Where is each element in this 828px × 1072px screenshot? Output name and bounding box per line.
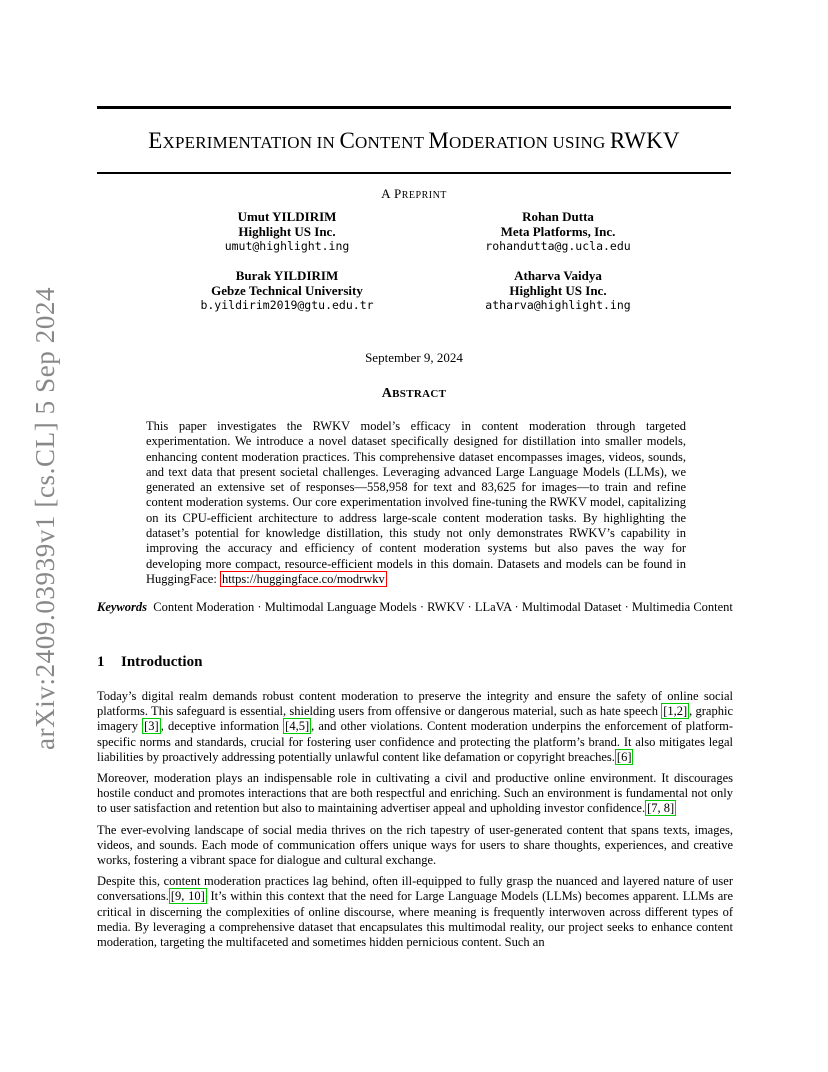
citation-link[interactable]: [1,2] — [663, 704, 688, 719]
publication-date: September 9, 2024 — [365, 350, 463, 365]
abstract-heading — [0, 386, 828, 402]
author-block — [443, 209, 673, 254]
paragraph: The ever-evolving landscape of social media thrives on the rich tapestry of user-generated content that spans texts, images, videos, and sounds. Each mode of communication offers unique ways for users to share thoughts, experiences, and creative works, fostering a vibrant space for dialogue and cultural exchange. — [97, 822, 733, 868]
abstract-body — [146, 419, 686, 587]
citation-link[interactable]: [4,5] — [285, 719, 310, 734]
paragraph-text: , graphic imagery — [97, 704, 733, 734]
author-name: Atharva Vaidya — [514, 268, 602, 283]
paragraph — [97, 771, 733, 817]
preprint-part: A P — [381, 186, 402, 201]
author-block — [443, 268, 673, 313]
author-affiliation: Highlight US Inc. — [238, 224, 336, 239]
paragraph-text: , deceptive information — [160, 719, 284, 734]
author-affiliation: Highlight US Inc. — [509, 283, 607, 298]
keywords-list: Content Moderation · Multimodal Language Models · RWKV · LLaVA · Multimodal Dataset · Multimedia Content — [153, 600, 733, 614]
title-part: M — [428, 128, 449, 153]
author-name: Burak YILDIRIM — [235, 268, 339, 283]
title-part: E — [148, 128, 163, 153]
author-email[interactable]: atharva@highlight.ing — [485, 298, 631, 312]
citation-link[interactable]: [6] — [616, 749, 632, 764]
huggingface-link[interactable]: https://huggingface.co/modrwkv — [221, 571, 385, 586]
arxiv-identifier: arXiv:2409.03939v1 [cs.CL] 5 Sep 2024 — [30, 286, 60, 750]
author-affiliation: Meta Platforms, Inc. — [500, 224, 616, 239]
abstract-heading-part: A — [381, 386, 393, 401]
paragraph-text: Moreover, moderation plays an indispensable role in cultivating a civil and productive online environment. It discourages hostile conduct and promotes interactions that are both respectful and enriching. Such an environment is fundamental not only to user satisfaction and retention but also to maintaining advertiser appeal and upholding investor confidence. — [97, 771, 733, 816]
paragraph-text: It’s within this context that the need for Large Language Models (LLMs) becomes apparent. LLMs are critical in discerning the complexities of online discourse, where meaning is frequently interwoven across different types of media. By leveraging a comprehensive dataset that encapsulates this multimodal reality, our project seeks to enhance content moderation, targeting the multifaceted and sometimes hidden pernicious content. Such an — [97, 889, 733, 950]
title-bottom-rule — [97, 172, 731, 174]
citation-link[interactable]: [7, 8] — [647, 801, 675, 816]
author-name: Umut YILDIRIM — [237, 209, 337, 224]
title-part: RWKV — [609, 128, 680, 153]
author-block — [172, 268, 402, 313]
title-part: XPERIMENTATION IN — [162, 133, 340, 152]
paper-title — [97, 128, 731, 154]
abstract-text: This paper investigates the RWKV model’s efficacy in content moderation through targeted experimentation. We introduce a novel dataset specifically designed for distillation into smaller models, enhancing content moderation practices. This comprehensive dataset encompasses images, videos, sounds, and text data that present societal challenges. Leveraging advanced Large Language Models (LLMs), we generated an extensive set of responses—558,958 for text and 83,625 for images—to train and refine content moderation systems. Our core experimentation involved fine-tuning the RWKV model, capitalizing on its CPU-efficient architecture to address large-scale content moderation tasks. By highlighting the dataset’s potential for knowledge distillation, this study not only demonstrates RWKV’s capability in improving the accuracy and efficiency of content moderation systems but also paves the way for developing more compact, resource-efficient models in this domain. Datasets and models can be found in HuggingFace: — [146, 419, 686, 586]
keywords-label: Keywords — [97, 600, 147, 614]
author-name: Rohan Dutta — [522, 209, 594, 224]
title-top-rule — [97, 106, 731, 109]
citation-link[interactable]: [9, 10] — [170, 889, 205, 904]
preprint-label — [0, 186, 828, 202]
author-block — [172, 209, 402, 254]
preprint-part: REPRINT — [401, 190, 447, 201]
paragraph-text: Today’s digital realm demands robust content moderation to preserve the integrity and ensure the safety of online social platforms. This safeguard is essential, shielding users from offensive or dangerous material, such as hate speech — [97, 689, 733, 719]
author-affiliation: Gebze Technical University — [211, 283, 363, 298]
title-part: C — [339, 128, 356, 153]
paragraph — [97, 874, 733, 950]
paragraph-text: , and other violations. Content moderation underpins the enforcement of platform-specific norms and standards, crucial for fostering user confidence and protecting the platform’s brand. It also mitigates legal liabilities by proactively addressing potentially unlawful content like defamation or copyright breaches. — [97, 719, 733, 764]
paragraph-text: Despite this, content moderation practices lag behind, often ill-equipped to fully grasp the nuanced and layered nature of user conversations. — [97, 874, 733, 904]
section-body — [97, 689, 733, 956]
title-part: ONTENT — [355, 133, 429, 152]
section-title: Introduction — [121, 654, 203, 670]
paragraph — [97, 689, 733, 765]
title-part: ODERATION USING — [449, 133, 610, 152]
citation-link[interactable]: [3] — [144, 719, 159, 734]
author-email[interactable]: rohandutta@g.ucla.edu — [485, 239, 631, 253]
abstract-heading-part: BSTRACT — [392, 388, 447, 400]
keywords — [97, 600, 733, 615]
section-number: 1 — [97, 654, 105, 670]
author-email[interactable]: umut@highlight.ing — [224, 239, 350, 253]
section-heading — [97, 654, 202, 671]
author-email[interactable]: b.yildirim2019@gtu.edu.tr — [200, 298, 374, 312]
